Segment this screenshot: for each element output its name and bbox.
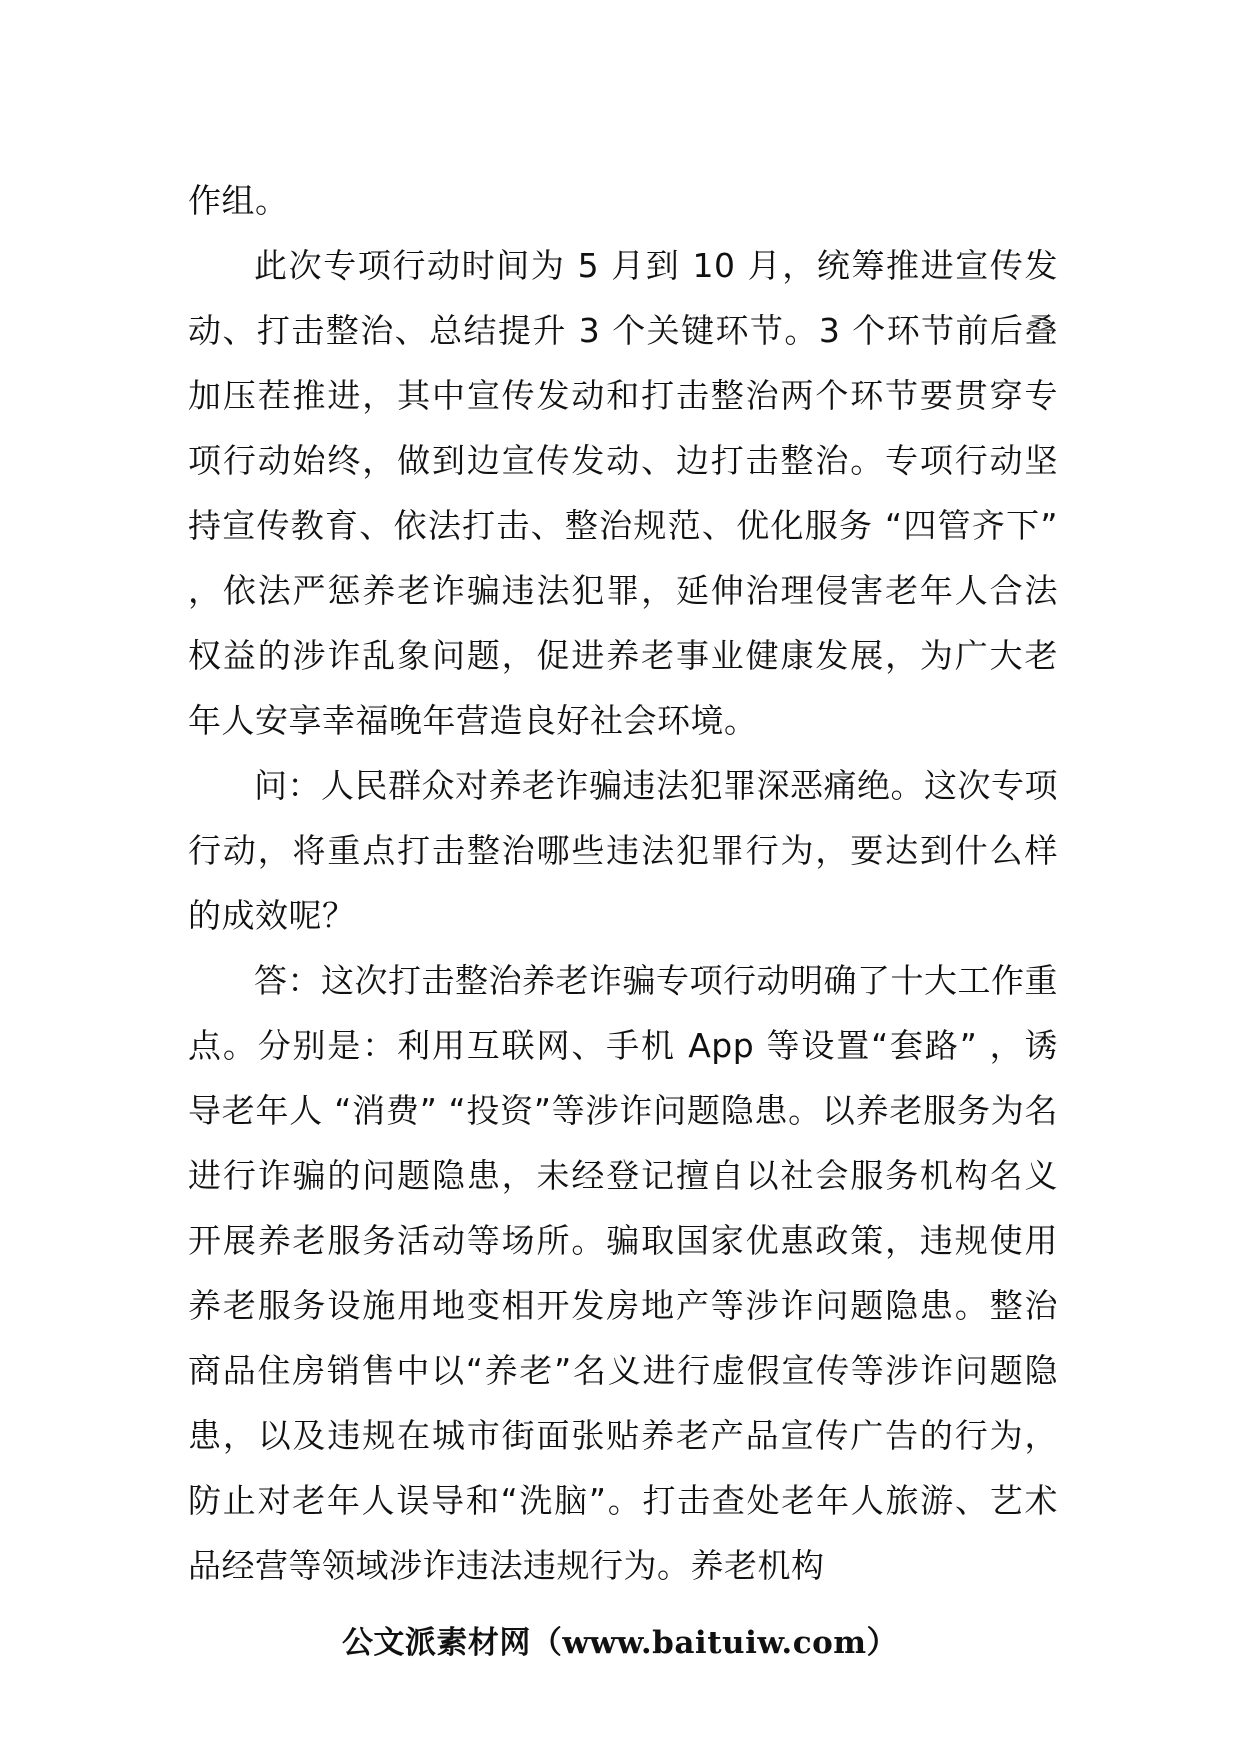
paragraph-answer: 答：这次打击整治养老诈骗专项行动明确了十大工作重点。分别是：利用互联网、手机 App 等设置“套路” ，诱导老年人 “消费” “投资”等涉诈问题隐患。以养老服务为名进行诈骗的问题隐患，未经登记擅自以社会服务机构名义开展养老服务活动等场所。骗取国家优惠政策，违规使用养老服务设施用地变相开发房地产等涉诈问题隐患。整治商品住房销售中以“养老”名义进行虚假宣传等涉诈问题隐患，以及违规在城市街面张贴养老产品宣传广告的行为，防止对老年人误导和“洗脑”。打击查处老年人旅游、艺术品经营等领域涉诈违法违规行为。养老机构 <box>188 961 1058 1585</box>
paragraph-question: 问：人民群众对养老诈骗违法犯罪深恶痛绝。这次专项行动，将重点打击整治哪些违法犯罪行为，要达到什么样的成效呢？ <box>188 766 1058 935</box>
footer-watermark-text: 公文派素材网（www.baituiw.com） <box>341 1625 899 1661</box>
paragraph-schedule: 此次专项行动时间为 5 月到 10 月，统筹推进宣传发动、打击整治、总结提升 3 个关键环节。3 个环节前后叠加压茬推进，其中宣传发动和打击整治两个环节要贯穿专项行动始终，做到边宣传发动、边打击整治。专项行动坚持宣传教育、依法打击、整治规范、优化服务 “四管齐下” ，依法严惩养老诈骗违法犯罪，延伸治理侵害老年人合法权益的涉诈乱象问题，促进养老事业健康发展，为广大老年人安享幸福晚年营造良好社会环境。 <box>188 246 1058 740</box>
paragraph-continuation: 作组。 <box>188 181 289 220</box>
document-body <box>188 168 1058 1598</box>
